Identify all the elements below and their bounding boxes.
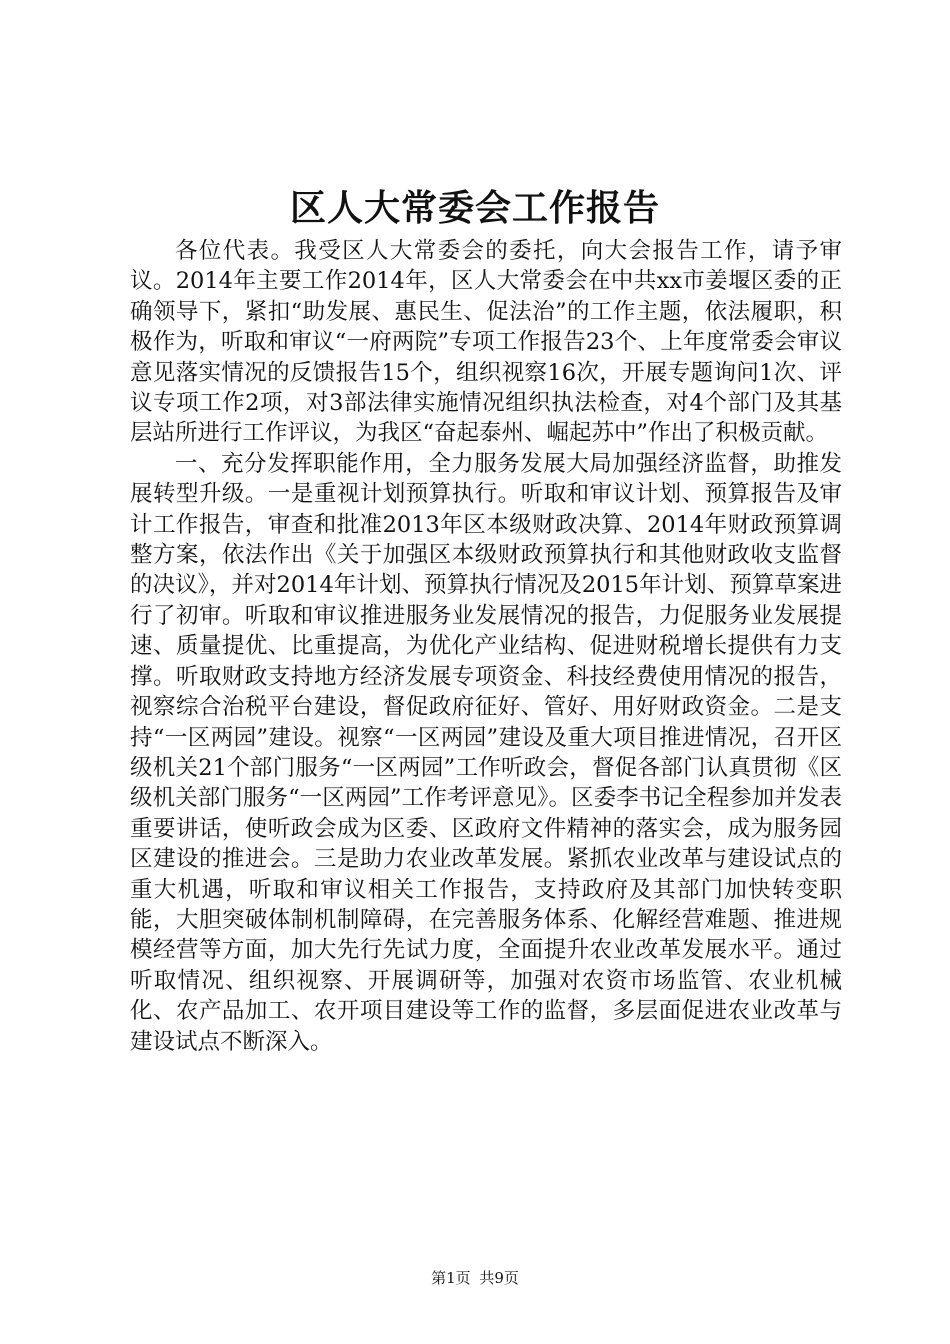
page-footer xyxy=(0,1268,950,1288)
page-number: 第1页 xyxy=(431,1269,471,1287)
document-title: 区人大常委会工作报告 xyxy=(289,187,660,229)
page-total: 共9页 xyxy=(479,1269,519,1287)
paragraph-intro: 各位代表。我受区人大常委会的委托，向大会报告工作，请予审议。2014年主要工作2014年，区人大常委会在中共xx市姜堰区委的正确领导下，紧扣“助发展、惠民生、促法治”的工作主题，依法履职，积极作为，听取和审议“一府两院”专项工作报告23个、上年度常委会审议意见落实情况的反馈报告15个，组织视察16次，开展专题询问1次、评议专项工作2项，对3部法律实施情况组织执法检查，对4个部门及其基层站所进行工作评议，为我区“奋起泰州、崛起苏中”作出了积极贡献。 xyxy=(130,238,842,447)
paragraph-section-one: 一、充分发挥职能作用，全力服务发展大局加强经济监督，助推发展转型升级。一是重视计划预算执行。听取和审议计划、预算报告及审计工作报告，审查和批准2013年区本级财政决算、2014年财政预算调整方案，依法作出《关于加强区本级财政预算执行和其他财政收支监督的决议》，并对2014年计划、预算执行情况及2015年计划、预算草案进行了初审。听取和审议推进服务业发展情况的报告，力促服务业发展提速、质量提优、比重提高，为优化产业结构、促进财税增长提供有力支撑。听取财政支持地方经济发展专项资金、科技经费使用情况的报告，视察综合治税平台建设，督促政府征好、管好、用好财政资金。二是支持“一区两园”建设。视察“一区两园”建设及重大项目推进情况，召开区级机关21个部门服务“一区两园”工作听政会，督促各部门认真贯彻《区级机关部门服务“一区两园”工作考评意见》。区委李书记全程参加并发表重要讲话，使听政会成为区委、区政府文件精神的落实会，成为服务园区建设的推进会。三是助力农业改革发展。紧抓农业改革与建设试点的重大机遇，听取和审议相关工作报告，支持政府及其部门加快转变职能，大胆突破体制机制障碍，在完善服务体系、化解经营难题、推进规模经营等方面，加大先行先试力度，全面提升农业改革发展水平。通过听取情况、组织视察、开展调研等，加强对农资市场监管、农业机械化、农产品加工、农开项目建设等工作的监督，多层面促进农业改革与建设试点不断深入。 xyxy=(130,450,842,1055)
document-body xyxy=(130,236,842,1057)
